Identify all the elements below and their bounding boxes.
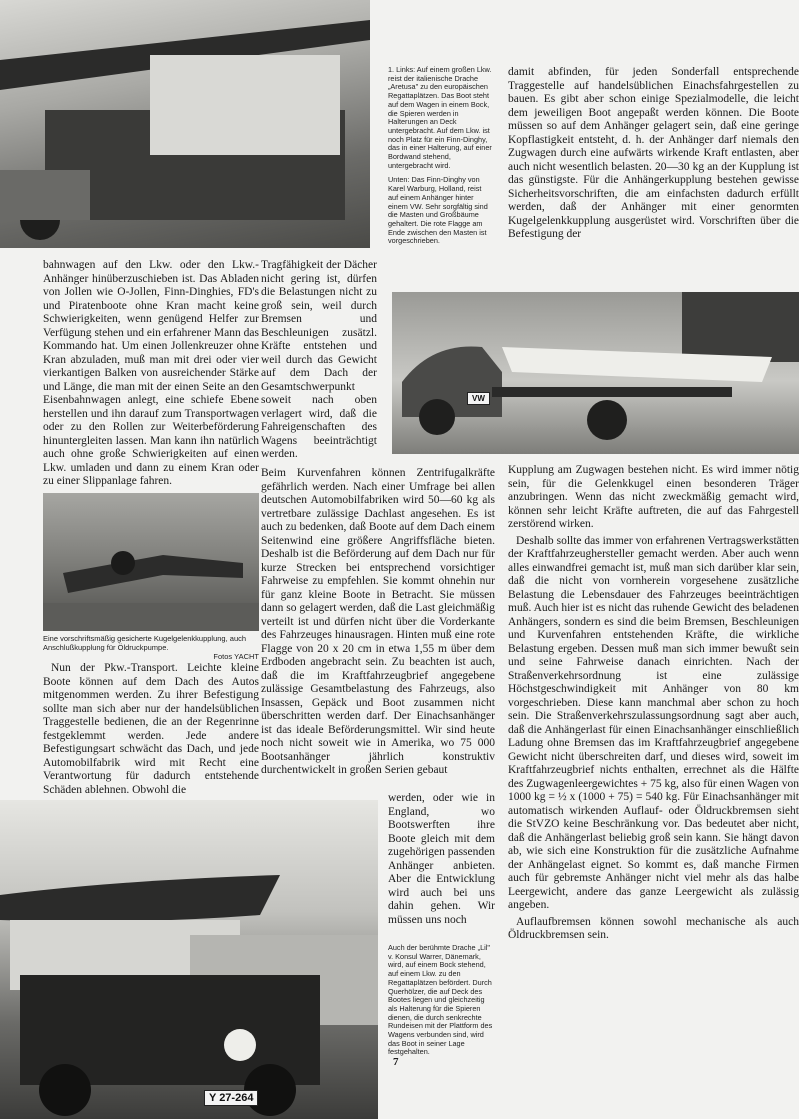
caption-truck xyxy=(388,944,495,1063)
text-column-middle-1 xyxy=(261,259,377,465)
photo-icon xyxy=(0,0,370,248)
photo-icon xyxy=(392,292,799,454)
caption-column xyxy=(388,66,493,252)
paragraph: damit abfinden, für jeden Sonderfall entsprechende Traggestelle auf handelsüblichen Einachsfahrgestellen zu bauen. Es gibt aber schon einige Spezialmodelle, die leicht dem jeweiligen Boot angepaßt werden können. Die Boote müssen so auf dem Anhänger gelagert sein, daß eine geringe Kopflastigkeit entsteht, d. h. der Anhänger darf niemals den Zugwagen durch eine aufwärts wirkende Kraft entlasten, aber auch nicht wesentlich belasten. 20—30 kg an der Kupplung ist das günstigste. Für die Anhängerkupplung bestehen gewisse Sicherheitsvorschriften, die am einfachsten dadurch erfüllt werden, daß der Anhänger mit einer genormten Kugelgelenkkupplung ausgerüstet wird. Vorschriften über die Befestigung der xyxy=(508,66,799,240)
page-number: 7 xyxy=(393,1056,399,1068)
caption-coupling-text: Eine vorschriftsmäßig gesicherte Kugelgelenkkupplung, auch Anschlußkupplung für Öldruckpumpe. xyxy=(43,634,247,652)
license-plate: Y 27-264 xyxy=(204,1090,258,1106)
text-column-middle-3 xyxy=(388,792,495,930)
photo-credit: Fotos YACHT xyxy=(213,652,259,661)
paragraph: Nun der Pkw.-Transport. Leichte kleine Boote können auf dem Dach des Autos mitgenommen werden. Zu ihrer Befestigung sollte man sich aber nur der handelsüblichen Traggestelle bedienen, die an der Regenrinne festgeklemmt werden. Jede andere Befestigungsart schwächt das Dach, und jede Automobilfabrik wird mit Recht eine Verantwortung für dadurch entstehende Schäden ablehnen. Obwohl die xyxy=(43,662,259,796)
caption-fig2: Unten: Das Finn-Dinghy von Karel Warburg, Holland, reist auf einem Anhänger hinter einem VW. Sehr sorgfältig sind die Masten und Großbäume gehaltert. Die rote Flagge am Ende zwischen den Masten ist vorgeschrieben. xyxy=(388,175,488,246)
text-column-top-right xyxy=(508,66,799,245)
text-column-middle-2 xyxy=(261,467,495,781)
photo-icon xyxy=(0,800,378,1119)
photo-truck-drache-lil xyxy=(0,800,378,1119)
paragraph: werden, oder wie in England, wo Bootswerften ihre Boote gleich mit dem zugehörigen passenden Anhänger anbieten. Aber die Entwicklung wird auch bei uns dahin gehen. Wir müssen uns noch xyxy=(388,792,495,926)
text-column-right-2 xyxy=(508,464,799,946)
photo-icon xyxy=(43,493,259,631)
text-column-left-1 xyxy=(43,259,259,492)
caption-fig1: 1. Links: Auf einem großen Lkw. reist der italienische Drache „Aretusa" zu den europäischen Regattaplätzen. Das Boot steht auf dem Wagen in einem Bock, die Spieren werden in Halterungen an Deck untergebracht. Auf dem Lkw. ist noch Platz für ein Finn-Dinghy, das in einer Halterung, auf einer Bordwand stehend, untergebracht wird. xyxy=(388,65,492,170)
photo-vw-finn-dinghy xyxy=(392,292,799,454)
text-column-left-2 xyxy=(43,662,259,800)
paragraph: Kupplung am Zugwagen bestehen nicht. Es wird immer nötig sein, für die Gelenkkugel einen besonderen Träger anzubringen. Wenn das nicht zweckmäßig gemacht wird, können sehr leicht Kräfte auftreten, die auf das Fahrgestell zerstörend wirken. xyxy=(508,464,799,530)
paragraph: Deshalb sollte das immer von erfahrenen Vertragswerkstätten der Kraftfahrzeughersteller gemacht werden. Aber auch wenn alles einwandfrei gemacht ist, muß man sich darüber klar sein, daß die nicht von vornherein vorgesehene zusätzliche Belastung die Lebensdauer des Fahrzeuges beeinträchtigen muß. Auch hier ist es nicht das ruhende Gewicht des beladenen Anhängers, sondern es sind die beim Bremsen, Beschleunigen und Kurvenfahren entstehenden Kräfte, die wirkliche Belastung ergeben. Dessen muß man sich immer bewußt sein und seine Fahrweise danach einrichten. Nach der Straßenverkehrsordnung ist eine zulässige Höchstgeschwindigkeit mit Anhänger von 80 km vorgeschrieben. Diese kann manchmal aber schon zu hoch sein. Die Straßenverkehrszulassungsordnung sagt aber auch, daß die Anhängerlast für einen Einachsanhänger einschließlich Ladung ohne Bremsen das im Kraftfahrzeugbrief angegebene Gewicht nicht überschreiten darf, und dieses wird, soweit im Kraftfahrzeugbrief nichts enthalten, errechnet als die Hälfte des Zugwagenleergewichtes + 75 kg, also für einen Wagen von 1000 kg = ½ x (1000 + 75) = 540 kg. Für Einachsanhänger mit automatisch wirkenden Auflauf- oder Öldruckbremsen sieht die StVZO keine Beschränkung vor. Das bedeutet aber nicht, daß die Anhängerlast beliebig groß sein kann. Sie hängt davon ab, wie sich eine Konstruktion für die zusätzliche Aufnahme der Anhängelast eignet. So kommt es, daß manche Firmen auch für gebremste Anhänger nicht viel mehr als das halbe Leergewicht, andere das ganze Leergewicht als zulässig angeben. xyxy=(508,534,799,911)
paragraph: Tragfähigkeit der Dächer nicht gering ist, dürfen die Belastungen nicht zu groß sein, weil durch Bremsen und Beschleunigen zusätzl. Kräfte entstehen und weil durch das Gewicht auf dem Dach der Gesamtschwerpunkt soweit nach oben verlagert wird, daß die Fahreigenschaften des Wagens beeinträchtigt werden. xyxy=(261,259,377,460)
photo-truck-drache-aretusa xyxy=(0,0,370,248)
caption-truck-text: Auch der berühmte Drache „Lil" v. Konsul Warrer, Dänemark, wird, auf einem Bock stehend, auf einem Lkw. zu den Regattaplätzen befördert. Durch Querhölzer, die auf Deck des Bootes liegen und gleichzeitig als Halterung für die Spieren dienen, die durch senkrechte Rundeisen mit der Plattform des Wagens verbunden sind, wird das Boot in seiner Lage festgehalten. xyxy=(388,943,493,1057)
paragraph: Auflaufbremsen können sowohl mechanische als auch Öldruckbremsen sein. xyxy=(508,915,799,941)
paragraph: bahnwagen auf den Lkw. oder den Lkw.-Anhänger hinüberzuschieben ist. Das Abladen von Jollen wie O-Jollen, Finn-Dinghies, FD's und Piratenboote ohne Kran macht keine Schwierigkeiten, wenn genügend Helfer zur Verfügung stehen und ein erfahrener Mann das Kommando hat. Um einen Jollenkreuzer ohne Kran abzuladen, muß man mit drei oder vier vierkantigen Balken von ausreichender Stärke und Länge, die man mit der einen Seite an den Eisenbahnwagen anlegt, eine schiefe Ebene herstellen und ihn darauf zum Transportwagen oder zu den Rollen zur Weiterbeförderung hinuntergleiten lassen. Man kann ihn natürlich auch ohne große Schwierigkeiten auf einen Lkw. umladen und dann zu einem Kran oder zu einer Slippanlage fahren. xyxy=(43,259,259,487)
paragraph: Beim Kurvenfahren können Zentrifugalkräfte gefährlich werden. Nach einer Umfrage bei allen deutschen Automobilfabriken wird 50—60 kg als vertretbare zulässige Dachlast angesehen. Es ist auch zu bedenken, daß Boote auf dem Dach einem Seitenwind eine größere Angriffsfläche bieten. Deshalb ist die Beförderung auf dem Dach nur für kurze Strecken bei entsprechend vorsichtiger Fahrweise zu empfehlen. Sie kommt ohnehin nur für ganz kleine Boote in Betracht. Sie müssen dann so gelagert werden, daß die Last gleichmäßig verteilt ist und dürfen nicht über die Vorderkante des Fahrzeuges hinausragen. Hinten muß eine rote Flagge von 20 x 20 cm in etwa 1,55 m über dem Erdboden angebracht sein. Zu beachten ist auch, daß die im Kraftfahrzeugbrief angegebene zulässige Gesamtbelastung des Fahrzeugs, also Insassen, Gepäck und Boot zusammen nicht überschritten werden darf. Der Einachsanhänger ist das ideale Beförderungsmittel. Wir sind heute noch nicht soweit wie in Amerika, wo 75 000 Bootsanhänger jährlich konstruktiv durchentwickelt in großen Serien gebaut xyxy=(261,467,495,776)
photo-kugelgelenkkupplung xyxy=(43,493,259,631)
caption-coupling xyxy=(43,634,259,661)
license-plate: VW xyxy=(467,392,490,405)
